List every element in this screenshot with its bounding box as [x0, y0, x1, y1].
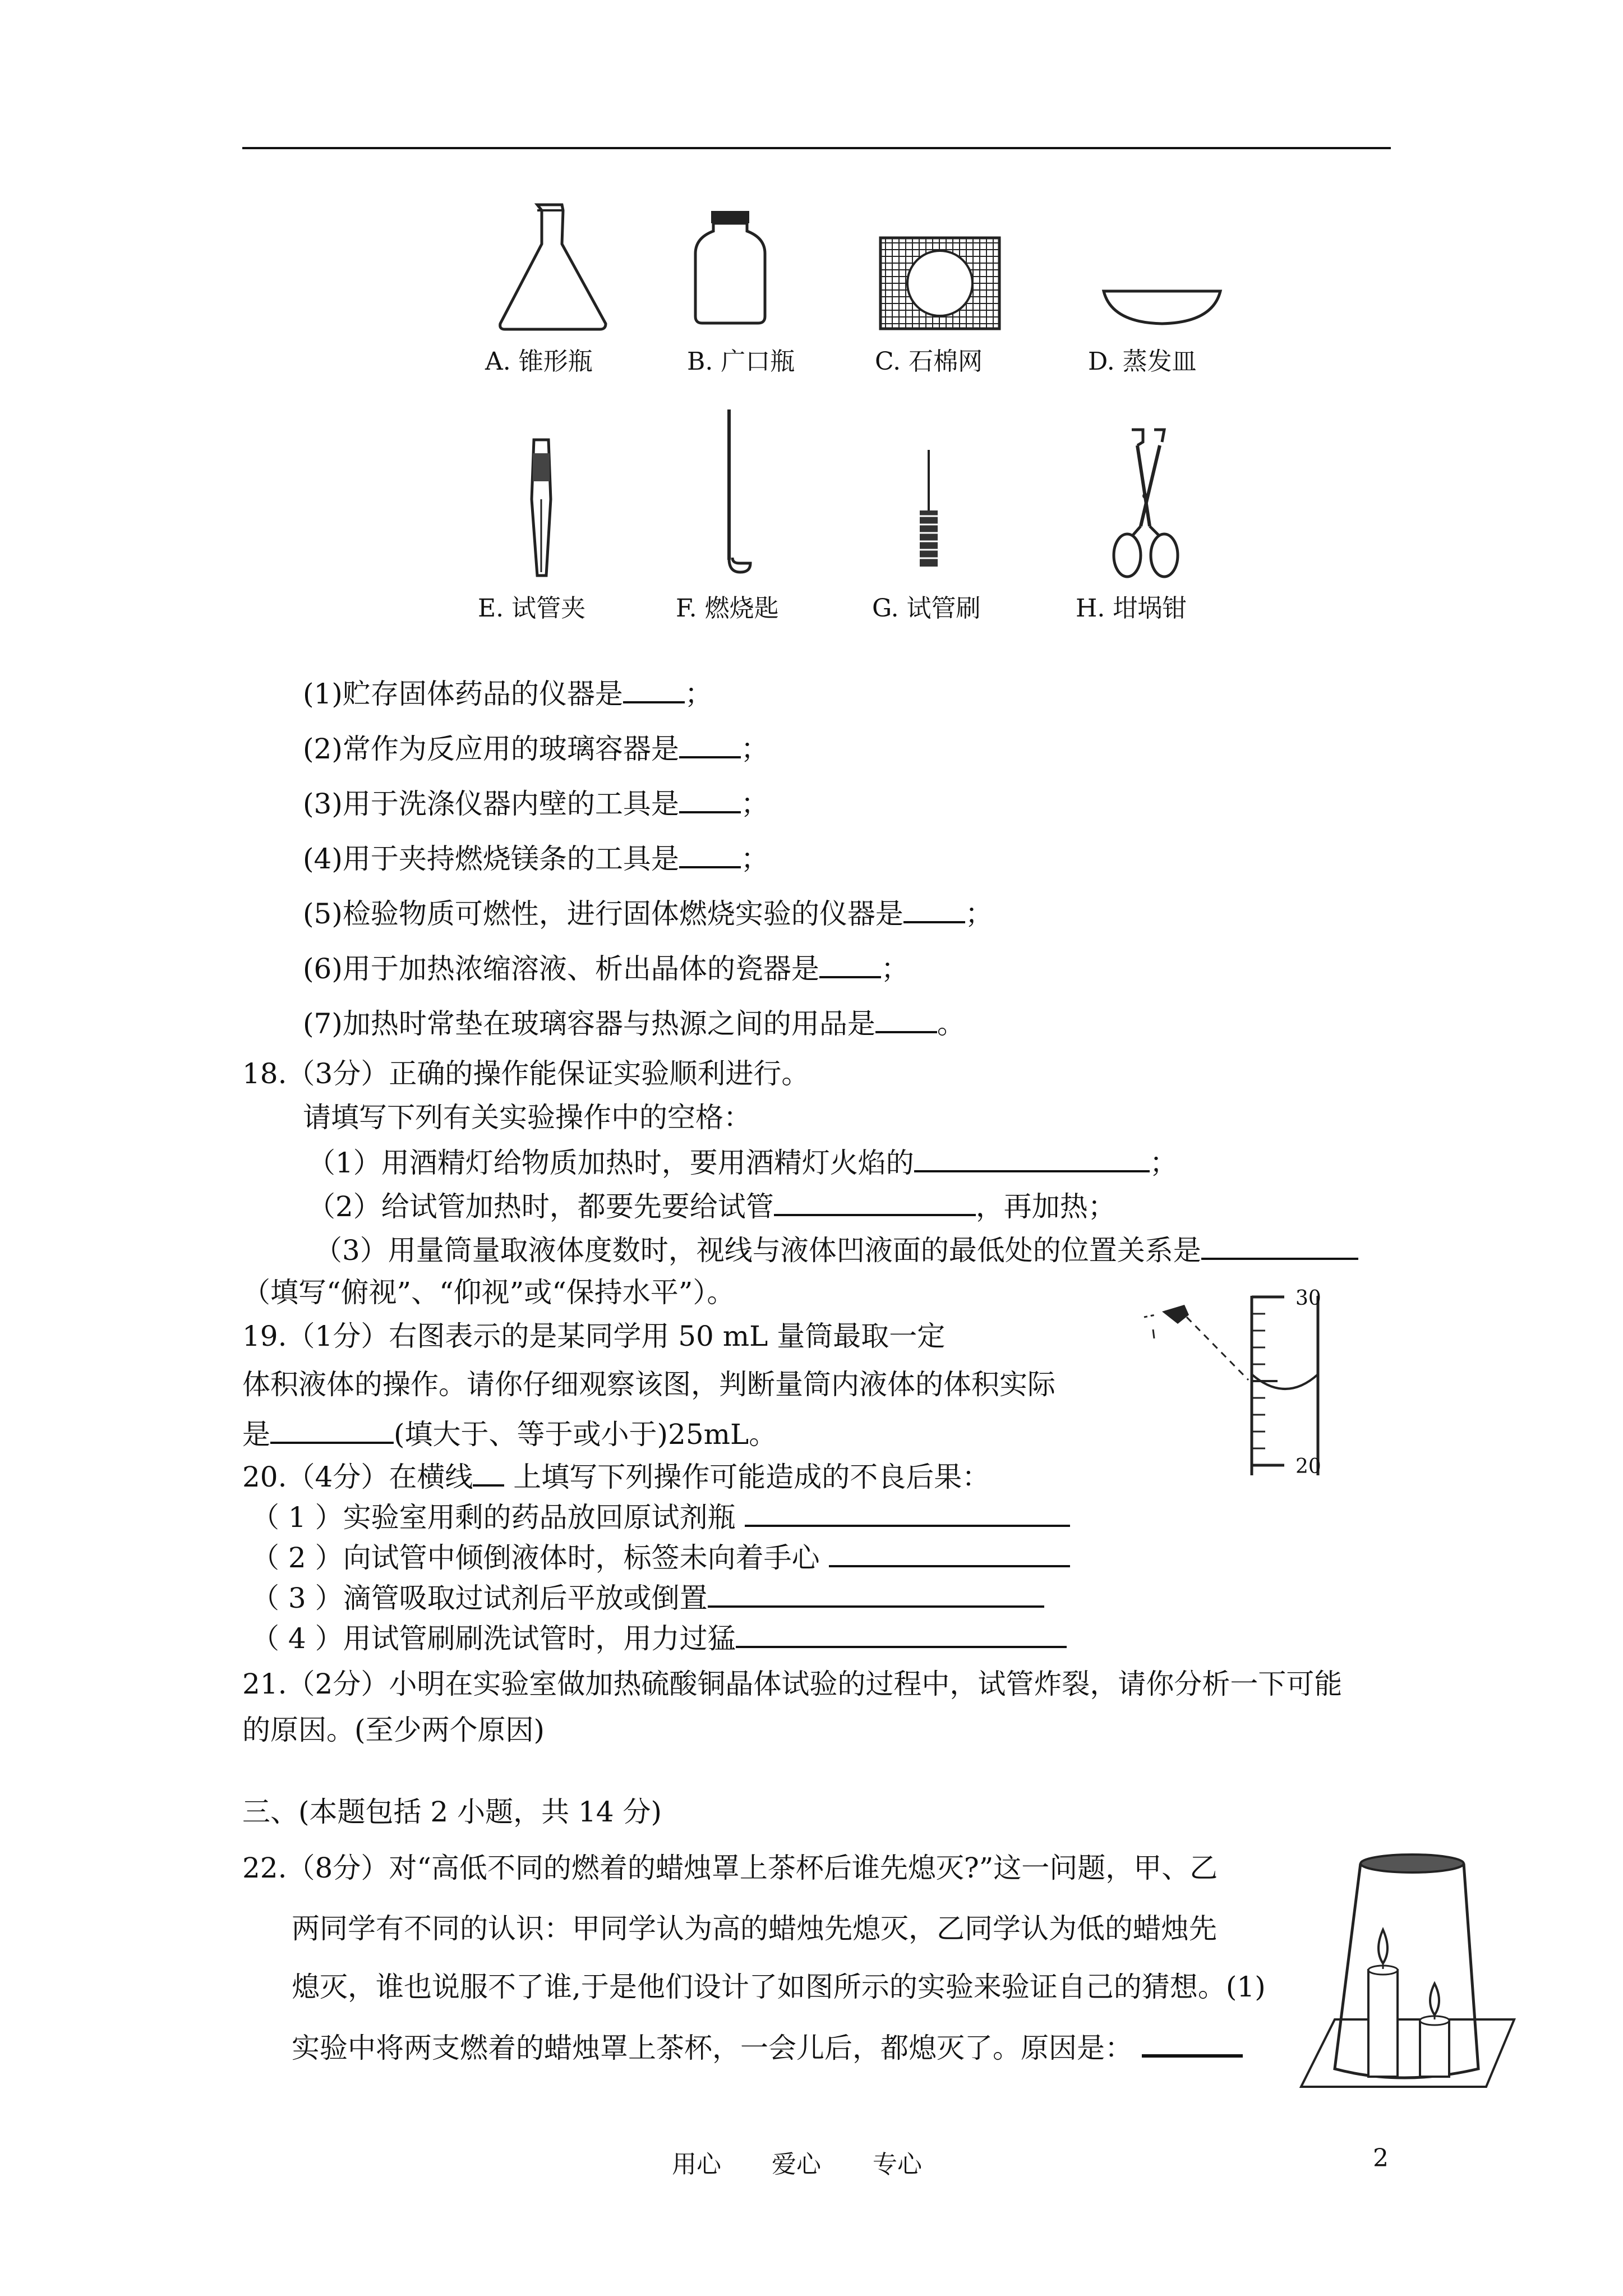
cylinder-label-top: 30: [1295, 1287, 1321, 1310]
q19-line-2: 体积液体的操作。请你仔细观察该图，判断量筒内液体的体积实际: [242, 1368, 1055, 1401]
header-rule: [242, 147, 1391, 149]
q21-line-1: 21.（2分）小明在实验室做加热硫酸铜晶体试验的过程中，试管炸裂，请你分析一下可能: [242, 1668, 1343, 1700]
caption-G: G. 试管刷: [872, 594, 981, 623]
graduated-cylinder-figure: [1133, 1285, 1380, 1487]
graduated-cylinder-icon: [1133, 1285, 1380, 1487]
q17-item-3: (3)用于洗涤仪器内壁的工具是 ；: [303, 784, 769, 822]
answer-blank[interactable]: [903, 894, 965, 923]
q18-item-2: （2）给试管加热时，都要先要给试管 ，再加热；: [307, 1187, 1116, 1225]
answer-blank[interactable]: [679, 784, 741, 813]
q17-item-4: (4)用于夹持燃烧镁条的工具是 ；: [303, 839, 769, 877]
cylinder-label-bottom: 20: [1295, 1455, 1321, 1478]
q18-intro: 请填写下列有关实验操作中的空格：: [303, 1101, 751, 1134]
caption-D: D. 蒸发皿: [1088, 347, 1197, 376]
q18-title: 18.（3分）正确的操作能保证实验顺利进行。: [242, 1057, 810, 1090]
q20-item-1: （ 1 ）实验室用剩的药品放回原试剂瓶: [251, 1498, 1070, 1535]
q19-line-1: 19.（1分）右图表示的是某同学用 50 mL 量筒最取一定: [242, 1320, 946, 1352]
q22-line-2: 两同学有不同的认识：甲同学认为高的蜡烛先熄灭，乙同学认为低的蜡烛先: [292, 1912, 1217, 1945]
crucible-tongs-icon: [1104, 425, 1188, 585]
caption-F: F. 燃烧匙: [676, 594, 779, 623]
answer-blank[interactable]: [708, 1579, 1044, 1608]
asbestos-gauze-icon: [878, 236, 1002, 331]
q18-item-3: （3）用量筒量取液体度数时，视线与液体凹液面的最低处的位置关系是: [314, 1231, 1358, 1268]
answer-blank[interactable]: [1201, 1231, 1358, 1260]
q19-line-3: 是 (填大于、等于或小于)25mL。: [242, 1415, 777, 1452]
q17-item-2: (2)常作为反应用的玻璃容器是 ；: [303, 729, 769, 767]
answer-blank[interactable]: [745, 1498, 1070, 1527]
answer-blank[interactable]: [679, 839, 741, 868]
candles-under-cup-icon: [1290, 1851, 1525, 2098]
q21-line-2: 的原因。(至少两个原因): [242, 1714, 545, 1746]
section-3-heading: 三、(本题包括 2 小题，共 14 分): [242, 1796, 662, 1828]
q22-line-3: 熄灭，谁也说服不了谁,于是他们设计了如图所示的实验来验证自己的猜想。(1): [292, 1971, 1266, 2003]
q20-item-3: （ 3 ）滴管吸取过试剂后平放或倒置: [251, 1579, 1044, 1616]
caption-H: H. 坩埚钳: [1076, 594, 1187, 623]
q17-item-1: (1)贮存固体药品的仪器是 ；: [303, 674, 713, 712]
q17-item-7: (7)加热时常垫在玻璃容器与热源之间的用品是 。: [303, 1004, 965, 1042]
answer-blank[interactable]: [736, 1619, 1067, 1648]
caption-B: B. 广口瓶: [687, 347, 795, 376]
q18-item-3-cont: （填写“俯视”、“仰视”或“保持水平”）。: [242, 1276, 735, 1309]
q18-item-1: （1）用酒精灯给物质加热时，要用酒精灯火焰的 ；: [307, 1143, 1178, 1181]
wide-mouth-bottle-icon: [691, 209, 769, 326]
answer-blank[interactable]: [270, 1415, 394, 1444]
page-number: 2: [1373, 2144, 1389, 2173]
footer-motto-3: 专心: [873, 2150, 922, 2179]
caption-A: A. 锥形瓶: [485, 347, 593, 376]
answer-blank[interactable]: [819, 949, 881, 978]
answer-blank[interactable]: [1142, 2027, 1243, 2058]
q20-item-2: （ 2 ）向试管中倾倒液体时，标签未向着手心: [251, 1538, 1070, 1576]
candle-cup-figure: [1290, 1851, 1525, 2098]
test-tube-brush-icon: [909, 449, 948, 572]
footer-motto-2: 爱心: [772, 2150, 821, 2179]
caption-C: C. 石棉网: [875, 347, 983, 376]
q22-line-4: 实验中将两支燃着的蜡烛罩上茶杯，一会儿后，都熄灭了。原因是：: [292, 2027, 1243, 2066]
conical-flask-icon: [494, 199, 611, 334]
caption-E: E. 试管夹: [478, 594, 586, 623]
q20-item-4: （ 4 ）用试管刷刷洗试管时，用力过猛: [251, 1619, 1067, 1657]
combustion-spoon-icon: [712, 408, 757, 578]
evaporating-dish-icon: [1100, 283, 1224, 328]
answer-blank[interactable]: [679, 729, 741, 758]
answer-blank[interactable]: [774, 1187, 976, 1216]
footer-motto-1: 用心: [672, 2150, 721, 2179]
answer-blank[interactable]: [914, 1143, 1150, 1172]
q17-item-6: (6)用于加热浓缩溶液、析出晶体的瓷器是 ；: [303, 949, 909, 987]
q20-title: 20.（4分）在横线 上填写下列操作可能造成的不良后果：: [242, 1457, 990, 1495]
answer-blank[interactable]: [623, 674, 685, 703]
test-tube-holder-icon: [522, 438, 561, 578]
title-blank: [473, 1457, 504, 1487]
answer-blank[interactable]: [875, 1004, 937, 1033]
q17-item-5: (5)检验物质可燃性，进行固体燃烧实验的仪器是 ；: [303, 894, 993, 932]
answer-blank[interactable]: [829, 1538, 1070, 1567]
q22-line-1: 22.（8分）对“高低不同的燃着的蜡烛罩上茶杯后谁先熄灭?”这一问题，甲、乙: [242, 1852, 1218, 1884]
